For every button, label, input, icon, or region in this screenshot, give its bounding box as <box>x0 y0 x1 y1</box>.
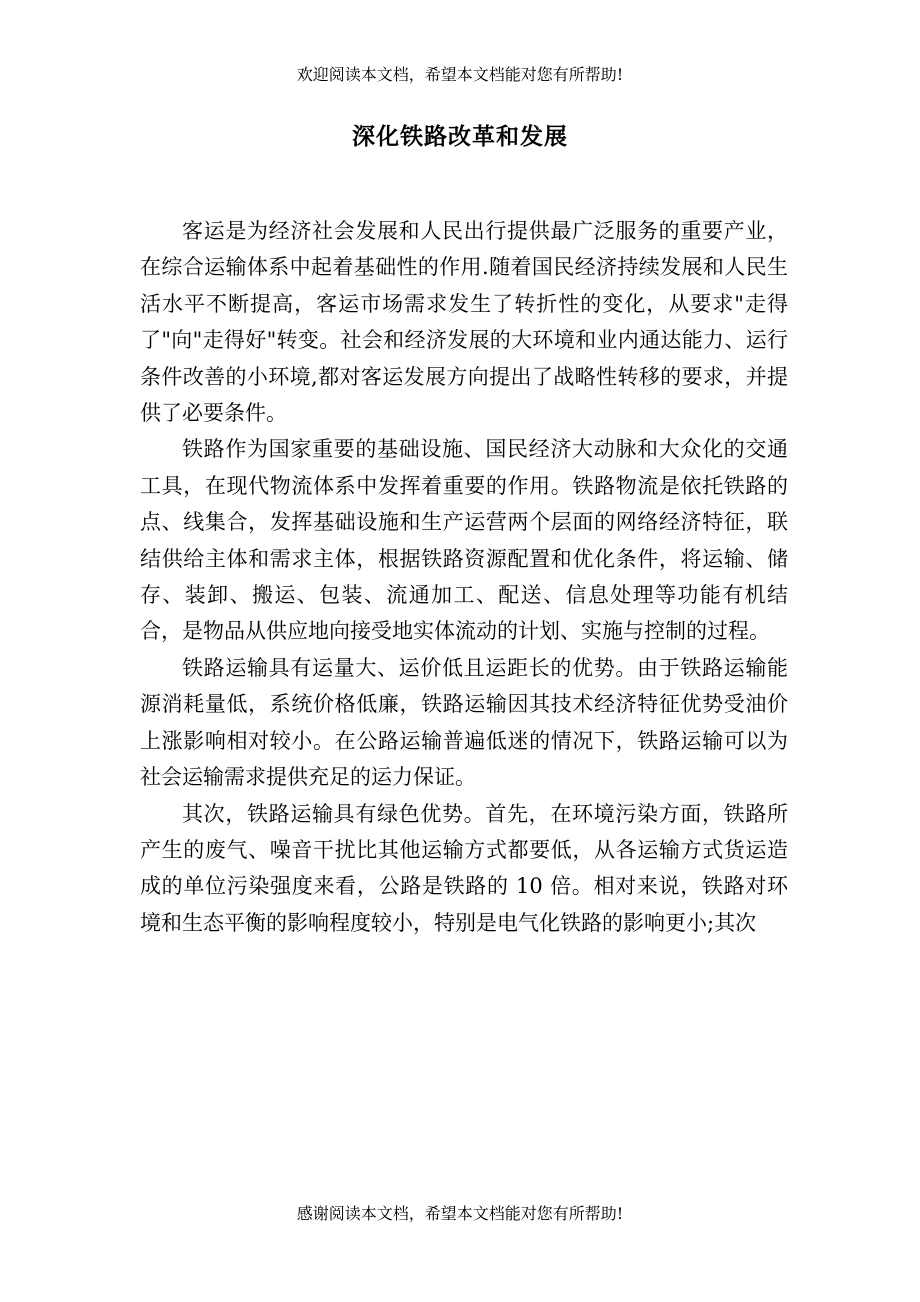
header-note: 欢迎阅读本文档，希望本文档能对您有所帮助! <box>296 65 624 84</box>
document-body <box>140 213 788 941</box>
paragraph-capacity-advantage: 铁路运输具有运量大、运价低且运距长的优势。由于铁路运输能源消耗量低，系统价格低廉，铁路运输因其技术经济特征优势受油价上涨影响相对较小。在公路运输普遍低迷的情况下，铁路运输可以为社会运输需求提供充足的运力保证。 <box>140 655 788 790</box>
paragraph-passenger-transport: 客运是为经济社会发展和人民出行提供最广泛服务的重要产业，在综合运输体系中起着基础性的作用.随着国民经济持续发展和人民生活水平不断提高，客运市场需求发生了转折性的变化，从要求"走得了"向"走得好"转变。社会和经济发展的大环境和业内通达能力、运行条件改善的小环境,都对客运发展方向提出了战略性转移的要求，并提供了必要条件。 <box>140 219 788 426</box>
footer-note: 感谢阅读本文档，希望本文档能对您有所帮助! <box>296 1204 624 1223</box>
paragraph-green-advantage: 其次，铁路运输具有绿色优势。首先，在环境污染方面，铁路所产生的废气、噪音干扰比其他运输方式都要低，从各运输方式货运造成的单位污染强度来看，公路是铁路的 10 倍。相对来说，铁路对环境和生态平衡的影响程度较小，特别是电气化铁路的影响更小;其次 <box>140 801 788 935</box>
paragraph-railway-logistics: 铁路作为国家重要的基础设施、国民经济大动脉和大众化的交通工具，在现代物流体系中发挥着重要的作用。铁路物流是依托铁路的点、线集合，发挥基础设施和生产运营两个层面的网络经济特征，联结供给主体和需求主体，根据铁路资源配置和优化条件，将运输、储存、装卸、搬运、包装、流通加工、配送、信息处理等功能有机结合，是物品从供应地向接受地实体流动的计划、实施与控制的过程。 <box>140 437 788 644</box>
document-title: 深化铁路改革和发展 <box>352 123 568 150</box>
